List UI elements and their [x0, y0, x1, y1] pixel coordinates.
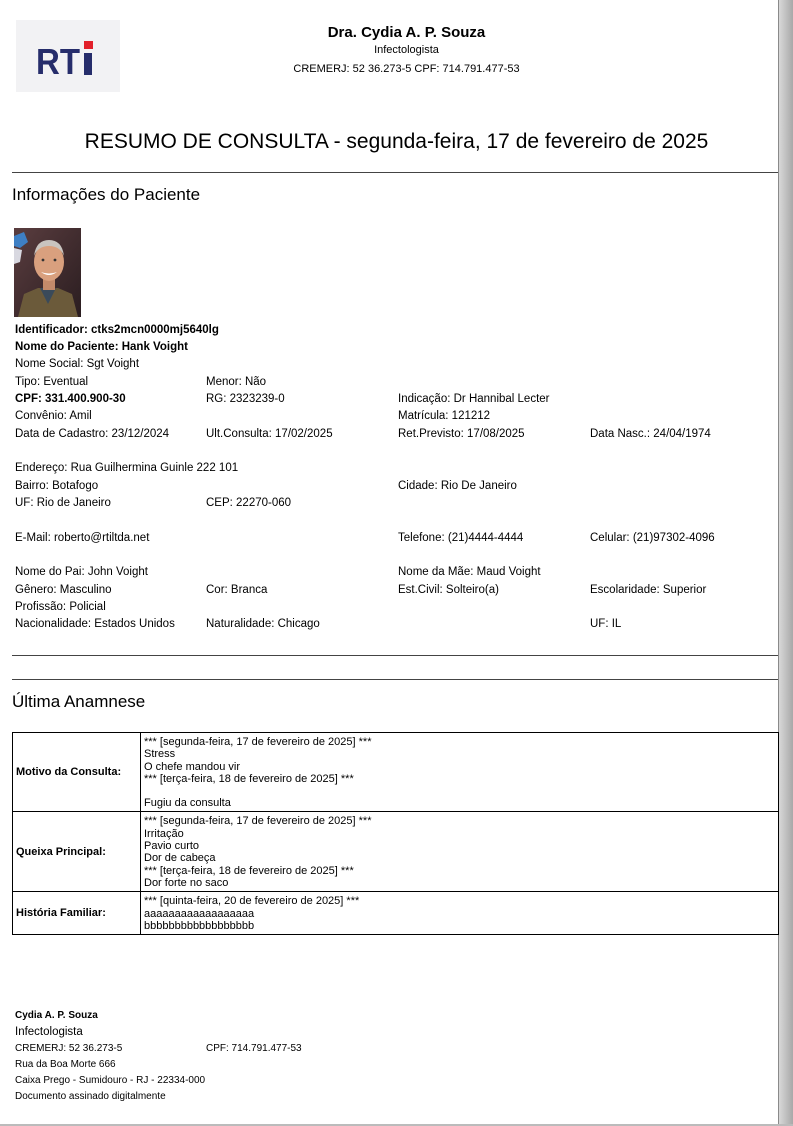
row-label: Queixa Principal:	[13, 812, 141, 892]
patient-last-visit: Ult.Consulta: 17/02/2025	[206, 428, 333, 440]
viewer-scroll-gutter[interactable]	[779, 0, 793, 1126]
signature-cpf: CPF: 714.791.477-53	[206, 1043, 302, 1054]
row-content: *** [segunda-feira, 17 de fevereiro de 2025] *** Stress O chefe mandou vir *** [terça-feira, 18 de fevereiro de 2025] *** Fugiu da consulta	[141, 733, 779, 812]
doctor-specialty: Infectologista	[374, 44, 439, 56]
patient-mother: Nome da Mãe: Maud Voight	[398, 566, 541, 578]
patient-section-heading: Informações do Paciente	[12, 185, 201, 204]
patient-marital-status: Est.Civil: Solteiro(a)	[398, 584, 499, 596]
divider	[12, 172, 778, 173]
anamnese-section-heading: Última Anamnese	[12, 692, 146, 711]
patient-gender: Gênero: Masculino	[15, 584, 112, 596]
table-row	[13, 892, 779, 935]
patient-city: Cidade: Rio De Janeiro	[398, 480, 517, 492]
signature-specialty: Infectologista	[15, 1026, 83, 1038]
patient-zip: CEP: 22270-060	[206, 497, 292, 509]
patient-education: Escolaridade: Superior	[590, 584, 707, 596]
signature-location: Caixa Prego - Sumidouro - RJ - 22334-000	[15, 1075, 206, 1086]
patient-birthplace: Naturalidade: Chicago	[206, 618, 320, 630]
table-row	[13, 812, 779, 892]
patient-father: Nome do Pai: John Voight	[15, 566, 148, 578]
divider	[12, 655, 778, 656]
row-label: História Familiar:	[13, 892, 141, 935]
row-content: *** [segunda-feira, 17 de fevereiro de 2025] *** Irritação Pavio curto Dor de cabeça *** [terça-feira, 18 de fevereiro de 2025] *** Dor forte no saco	[141, 812, 779, 892]
table-row	[13, 733, 779, 812]
patient-photo	[14, 228, 81, 317]
patient-race: Cor: Branca	[206, 584, 268, 596]
patient-mobile: Celular: (21)97302-4096	[590, 532, 715, 544]
row-label: Motivo da Consulta:	[13, 733, 141, 812]
patient-enrollment: Matrícula: 121212	[398, 410, 491, 422]
signature-name: Cydia A. P. Souza	[15, 1010, 98, 1021]
divider	[12, 679, 778, 680]
doctor-name: Dra. Cydia A. P. Souza	[327, 24, 486, 41]
patient-type: Tipo: Eventual	[15, 376, 89, 388]
patient-rg: RG: 2323239-0	[206, 393, 285, 405]
patient-district: Bairro: Botafogo	[15, 480, 99, 492]
patient-insurance: Convênio: Amil	[15, 410, 92, 422]
signature-street: Rua da Boa Morte 666	[15, 1059, 116, 1070]
row-content: *** [quinta-feira, 20 de fevereiro de 2025] *** aaaaaaaaaaaaaaaaaa bbbbbbbbbbbbbbbbbb	[141, 892, 779, 935]
patient-address: Endereço: Rua Guilhermina Guinle 222 101	[15, 462, 239, 474]
patient-minor: Menor: Não	[206, 376, 267, 388]
page-title: RESUMO DE CONSULTA - segunda-feira, 17 de fevereiro de 2025	[84, 130, 709, 153]
anamnese-table	[12, 732, 779, 935]
logo-text: RTi	[16, 20, 18, 21]
patient-name: Nome do Paciente: Hank Voight	[15, 341, 188, 353]
patient-phone: Telefone: (21)4444-4444	[398, 532, 524, 544]
patient-social-name: Nome Social: Sgt Voight	[15, 358, 140, 370]
signature-note: Documento assinado digitalmente	[15, 1091, 166, 1102]
patient-referral: Indicação: Dr Hannibal Lecter	[398, 393, 550, 405]
patient-registration-date: Data de Cadastro: 23/12/2024	[15, 428, 170, 440]
signature-cremerj: CREMERJ: 52 36.273-5	[15, 1043, 123, 1054]
patient-nationality: Nacionalidade: Estados Unidos	[15, 618, 175, 630]
doctor-registration: CREMERJ: 52 36.273-5 CPF: 714.791.477-53	[293, 63, 520, 75]
patient-email: E-Mail: roberto@rtiltda.net	[15, 532, 150, 544]
patient-birthplace-state: UF: IL	[590, 618, 622, 630]
patient-birth-date: Data Nasc.: 24/04/1974	[590, 428, 711, 440]
patient-state: UF: Rio de Janeiro	[15, 497, 111, 509]
patient-identifier: Identificador: ctks2mcn0000mj5640lg	[15, 324, 219, 336]
patient-profession: Profissão: Policial	[15, 601, 106, 613]
patient-cpf: CPF: 331.400.900-30	[15, 393, 126, 405]
patient-expected-return: Ret.Previsto: 17/08/2025	[398, 428, 525, 440]
svg-text:RT: RT	[36, 41, 80, 82]
clinic-logo	[16, 20, 120, 92]
